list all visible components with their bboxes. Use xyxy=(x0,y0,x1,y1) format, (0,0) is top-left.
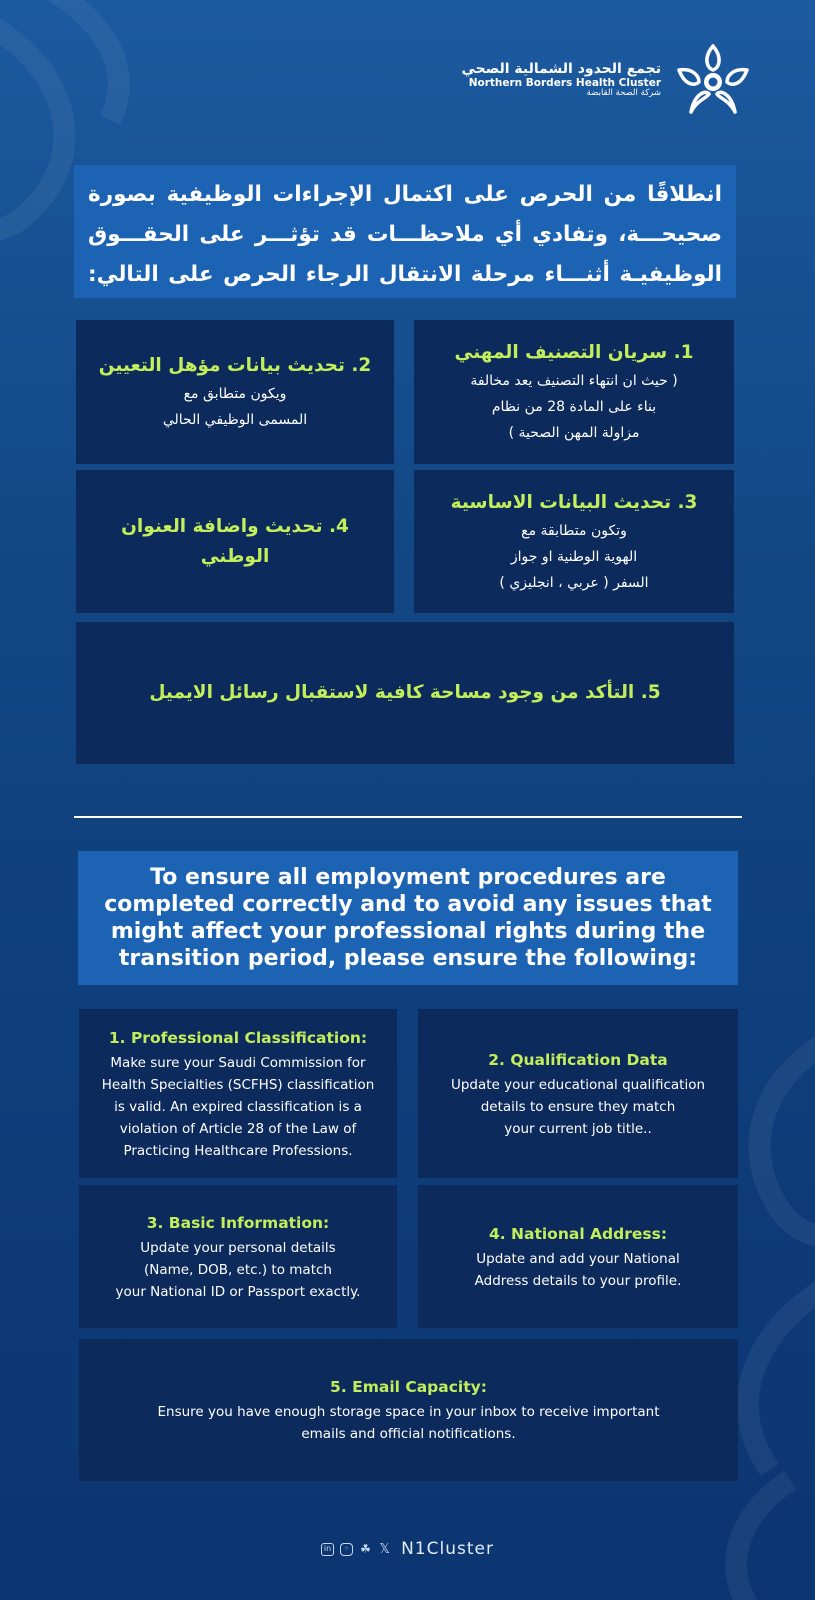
card-title: 4. تحديث واضافة العنوان الوطني xyxy=(121,515,349,567)
english-intro-line: transition period, please ensure the following: xyxy=(118,946,698,971)
card-title: 5. Email Capacity: xyxy=(330,1378,487,1396)
english-card-2 xyxy=(418,1009,738,1178)
english-intro-line: To ensure all employment procedures are xyxy=(150,865,666,890)
card-body-line: Update your personal details xyxy=(140,1239,336,1256)
arabic-card-4 xyxy=(76,470,394,613)
arabic-card-3 xyxy=(414,470,734,613)
card-body-line: ويكون متطابق مع xyxy=(183,386,287,402)
section-divider xyxy=(74,816,742,818)
logo-text xyxy=(461,61,661,99)
card-body-line: Practicing Healthcare Professions. xyxy=(123,1142,353,1159)
footer xyxy=(0,1539,815,1559)
card-body-line: المسمى الوظيفي الحالي xyxy=(162,412,308,428)
card-body-line: ( حيث ان انتهاء التصنيف يعد مخالفة xyxy=(470,373,678,389)
x-icon[interactable]: 𝕏 xyxy=(379,1541,390,1557)
card-title: 1. Professional Classification: xyxy=(108,1028,368,1047)
cluster-logo-icon xyxy=(673,40,753,120)
arabic-intro-line: الوظيفيـة أثنـــاء مرحلة الانتقال الرجاء الحرص على التالي: xyxy=(88,262,722,287)
card-title: 5. التأكد من وجود مساحة كافية لاستقبال رسائل الايميل xyxy=(149,682,661,703)
card-body-line: your National ID or Passport exactly. xyxy=(115,1283,361,1300)
card-title: 4. National Address: xyxy=(488,1224,668,1243)
snapchat-icon[interactable]: ☘ xyxy=(360,1541,371,1556)
card-body-line: Update and add your National xyxy=(476,1250,680,1267)
card-body-line: السفر ( عربي ، انجليزي ) xyxy=(499,574,649,591)
header xyxy=(461,40,753,120)
card-body-line: (Name, DOB, etc.) to match xyxy=(144,1261,332,1278)
card-body-line: details to ensure they match xyxy=(480,1098,676,1115)
card-body-line: emails and official notifications. xyxy=(301,1426,516,1442)
card-body-line: Health Specialties (SCFHS) classification xyxy=(101,1076,375,1093)
card-body-line: your current job title.. xyxy=(504,1120,652,1137)
english-card-1 xyxy=(79,1009,397,1178)
logo-subtitle-arabic: شركة الصحة القابضة xyxy=(586,88,661,99)
arabic-intro-line: صحيحـــة، وتفادي أي ملاحظـــات قد تؤثـــر على الحقـــوق xyxy=(88,222,722,247)
card-body-line: مزاولة المهن الصحية ) xyxy=(508,425,640,441)
english-card-3 xyxy=(79,1185,397,1328)
english-intro-line: completed correctly and to avoid any issues that xyxy=(104,892,712,917)
card-body-line: Ensure you have enough storage space in your inbox to receive important xyxy=(157,1404,660,1420)
card-body-line: وتكون متطابقة مع xyxy=(521,522,627,539)
english-card-4 xyxy=(418,1185,738,1328)
card-body-line: الهوية الوطنية او جواز xyxy=(510,548,638,565)
english-intro-line: might affect your professional rights during the xyxy=(110,919,706,944)
arabic-card-2 xyxy=(76,320,394,464)
card-body-line: violation of Article 28 of the Law of xyxy=(119,1120,357,1137)
linkedin-icon[interactable]: in xyxy=(321,1543,334,1556)
card-title: 3. Basic Information: xyxy=(146,1213,330,1232)
card-body-line: Make sure your Saudi Commission for xyxy=(110,1054,366,1071)
english-intro xyxy=(78,851,738,985)
english-card-5 xyxy=(79,1339,738,1481)
card-body-line: بناء على المادة 28 من نظام xyxy=(491,399,657,415)
logo-name-english: Northern Borders Health Cluster xyxy=(468,77,661,90)
card-body-line: is valid. An expired classification is a xyxy=(114,1098,362,1115)
arabic-card-1 xyxy=(414,320,734,464)
card-title: 1. سريان التصنيف المهني xyxy=(454,342,694,363)
logo-name-arabic: تجمع الحدود الشمالية الصحي xyxy=(461,61,661,78)
card-body-line: Update your educational qualification xyxy=(450,1076,706,1093)
card-body-line: Address details to your profile. xyxy=(474,1272,682,1289)
instagram-icon[interactable]: ◦ xyxy=(340,1543,353,1556)
arabic-intro xyxy=(74,165,736,298)
arabic-card-5 xyxy=(76,622,734,764)
card-title: 3. تحديث البيانات الاساسية xyxy=(450,491,698,513)
arabic-intro-line: انطلاقًا من الحرص على اكتمال الإجراءات الوظيفية بصورة xyxy=(88,182,722,207)
social-handle[interactable]: N1Cluster xyxy=(401,1539,494,1559)
card-title: 2. Qualification Data xyxy=(488,1050,668,1069)
card-title: 2. تحديث بيانات مؤهل التعيين xyxy=(98,355,372,376)
